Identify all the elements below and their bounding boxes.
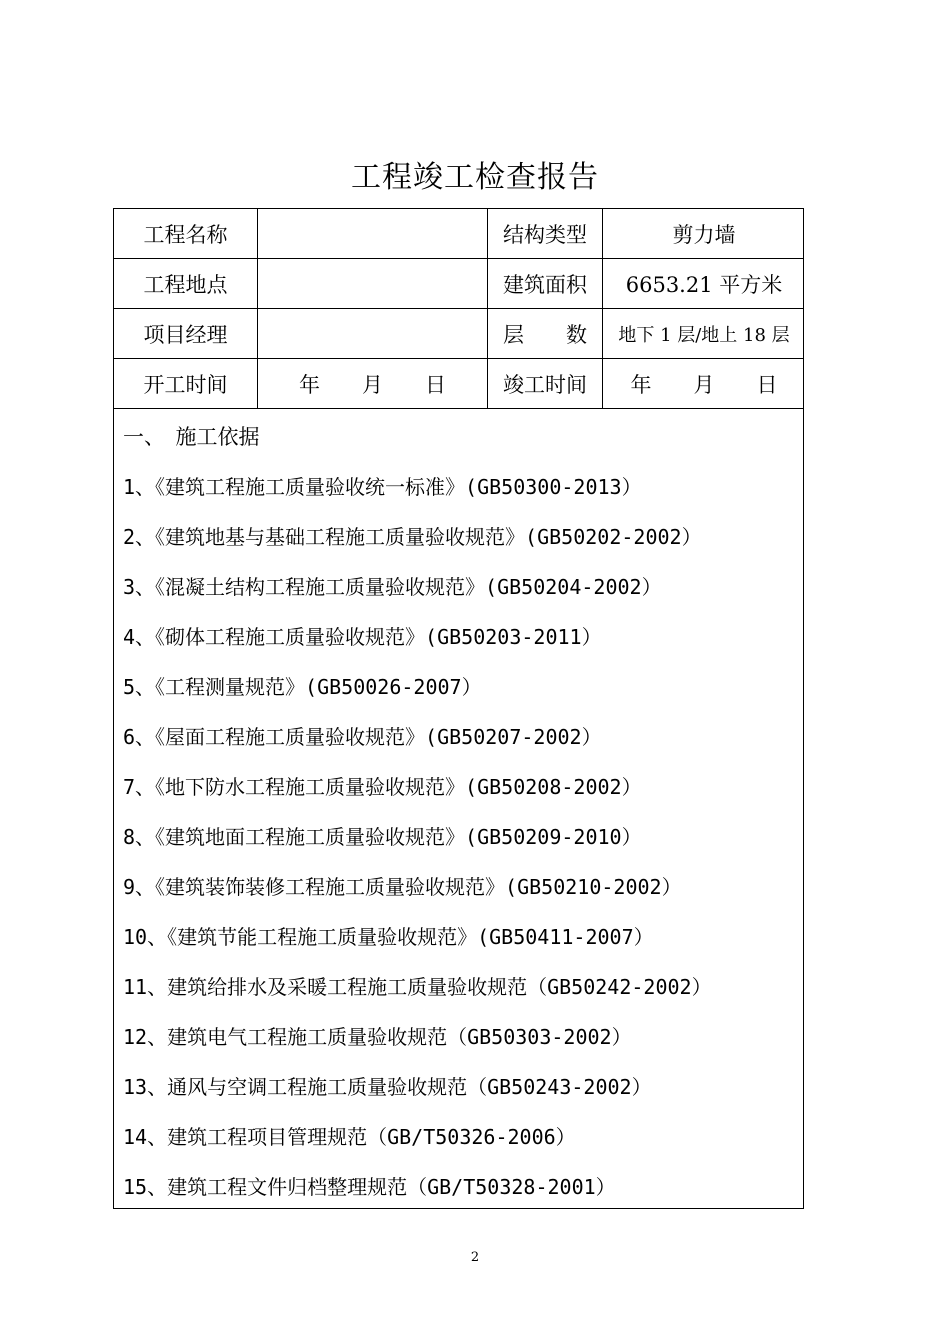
project-manager-value: [257, 309, 487, 358]
project-name-label: 工程名称: [143, 222, 228, 247]
list-item: 7、《地下防水工程施工质量验收规范》(GB50208-2002）: [123, 775, 642, 799]
completion-date-value: 年 月 日: [602, 359, 805, 408]
list-item: 14、建筑工程项目管理规范（GB/T50326-2006）: [123, 1125, 576, 1149]
list-item: 10、《建筑节能工程施工质量验收规范》(GB50411-2007）: [123, 925, 654, 949]
list-item: 9、《建筑装饰装修工程施工质量验收规范》(GB50210-2002）: [123, 875, 682, 899]
project-location-label: 工程地点: [143, 272, 228, 297]
project-name-value: [257, 209, 487, 258]
page-title: 工程竣工检查报告: [351, 160, 599, 195]
list-item: 1、《建筑工程施工质量验收统一标准》(GB50300-2013）: [123, 475, 642, 499]
floors-value: 地下 1 层/地上 18 层: [602, 309, 805, 358]
completion-date-label: 竣工时间: [487, 359, 602, 408]
list-item: 15、建筑工程文件归档整理规范（GB/T50328-2001）: [123, 1175, 616, 1199]
structure-type-value: 剪力墙: [602, 209, 805, 258]
section-heading: 一、 施工依据: [123, 425, 260, 449]
list-item: 4、《砌体工程施工质量验收规范》(GB50203-2011）: [123, 625, 602, 649]
inspection-table: [113, 208, 804, 1209]
structure-type-label: 结构类型: [487, 209, 602, 258]
project-location-value: [257, 259, 487, 308]
floors-label: 层 数: [487, 309, 602, 358]
list-item: 3、《混凝土结构工程施工质量验收规范》(GB50204-2002）: [123, 575, 662, 599]
list-item: 8、《建筑地面工程施工质量验收规范》(GB50209-2010）: [123, 825, 642, 849]
start-date-label: 开工时间: [143, 372, 228, 397]
start-date-value: 年 月 日: [257, 359, 487, 408]
list-item: 12、建筑电气工程施工质量验收规范（GB50303-2002）: [123, 1025, 632, 1049]
list-item: 13、通风与空调工程施工质量验收规范（GB50243-2002）: [123, 1075, 652, 1099]
list-item: 11、建筑给排水及采暖工程施工质量验收规范（GB50242-2002）: [123, 975, 712, 999]
table-row: [114, 259, 803, 309]
project-manager-label: 项目经理: [143, 322, 228, 347]
list-item: 2、《建筑地基与基础工程施工质量验收规范》(GB50202-2002）: [123, 525, 702, 549]
list-item: 6、《屋面工程施工质量验收规范》(GB50207-2002）: [123, 725, 602, 749]
page-number: 2: [470, 1250, 480, 1265]
building-area-label: 建筑面积: [487, 259, 602, 308]
building-area-value: 6653.21 平方米: [602, 259, 805, 308]
table-row: [114, 209, 803, 259]
table-row: [114, 359, 803, 409]
table-row: [114, 309, 803, 359]
list-item: 5、《工程测量规范》(GB50026-2007）: [123, 675, 482, 699]
